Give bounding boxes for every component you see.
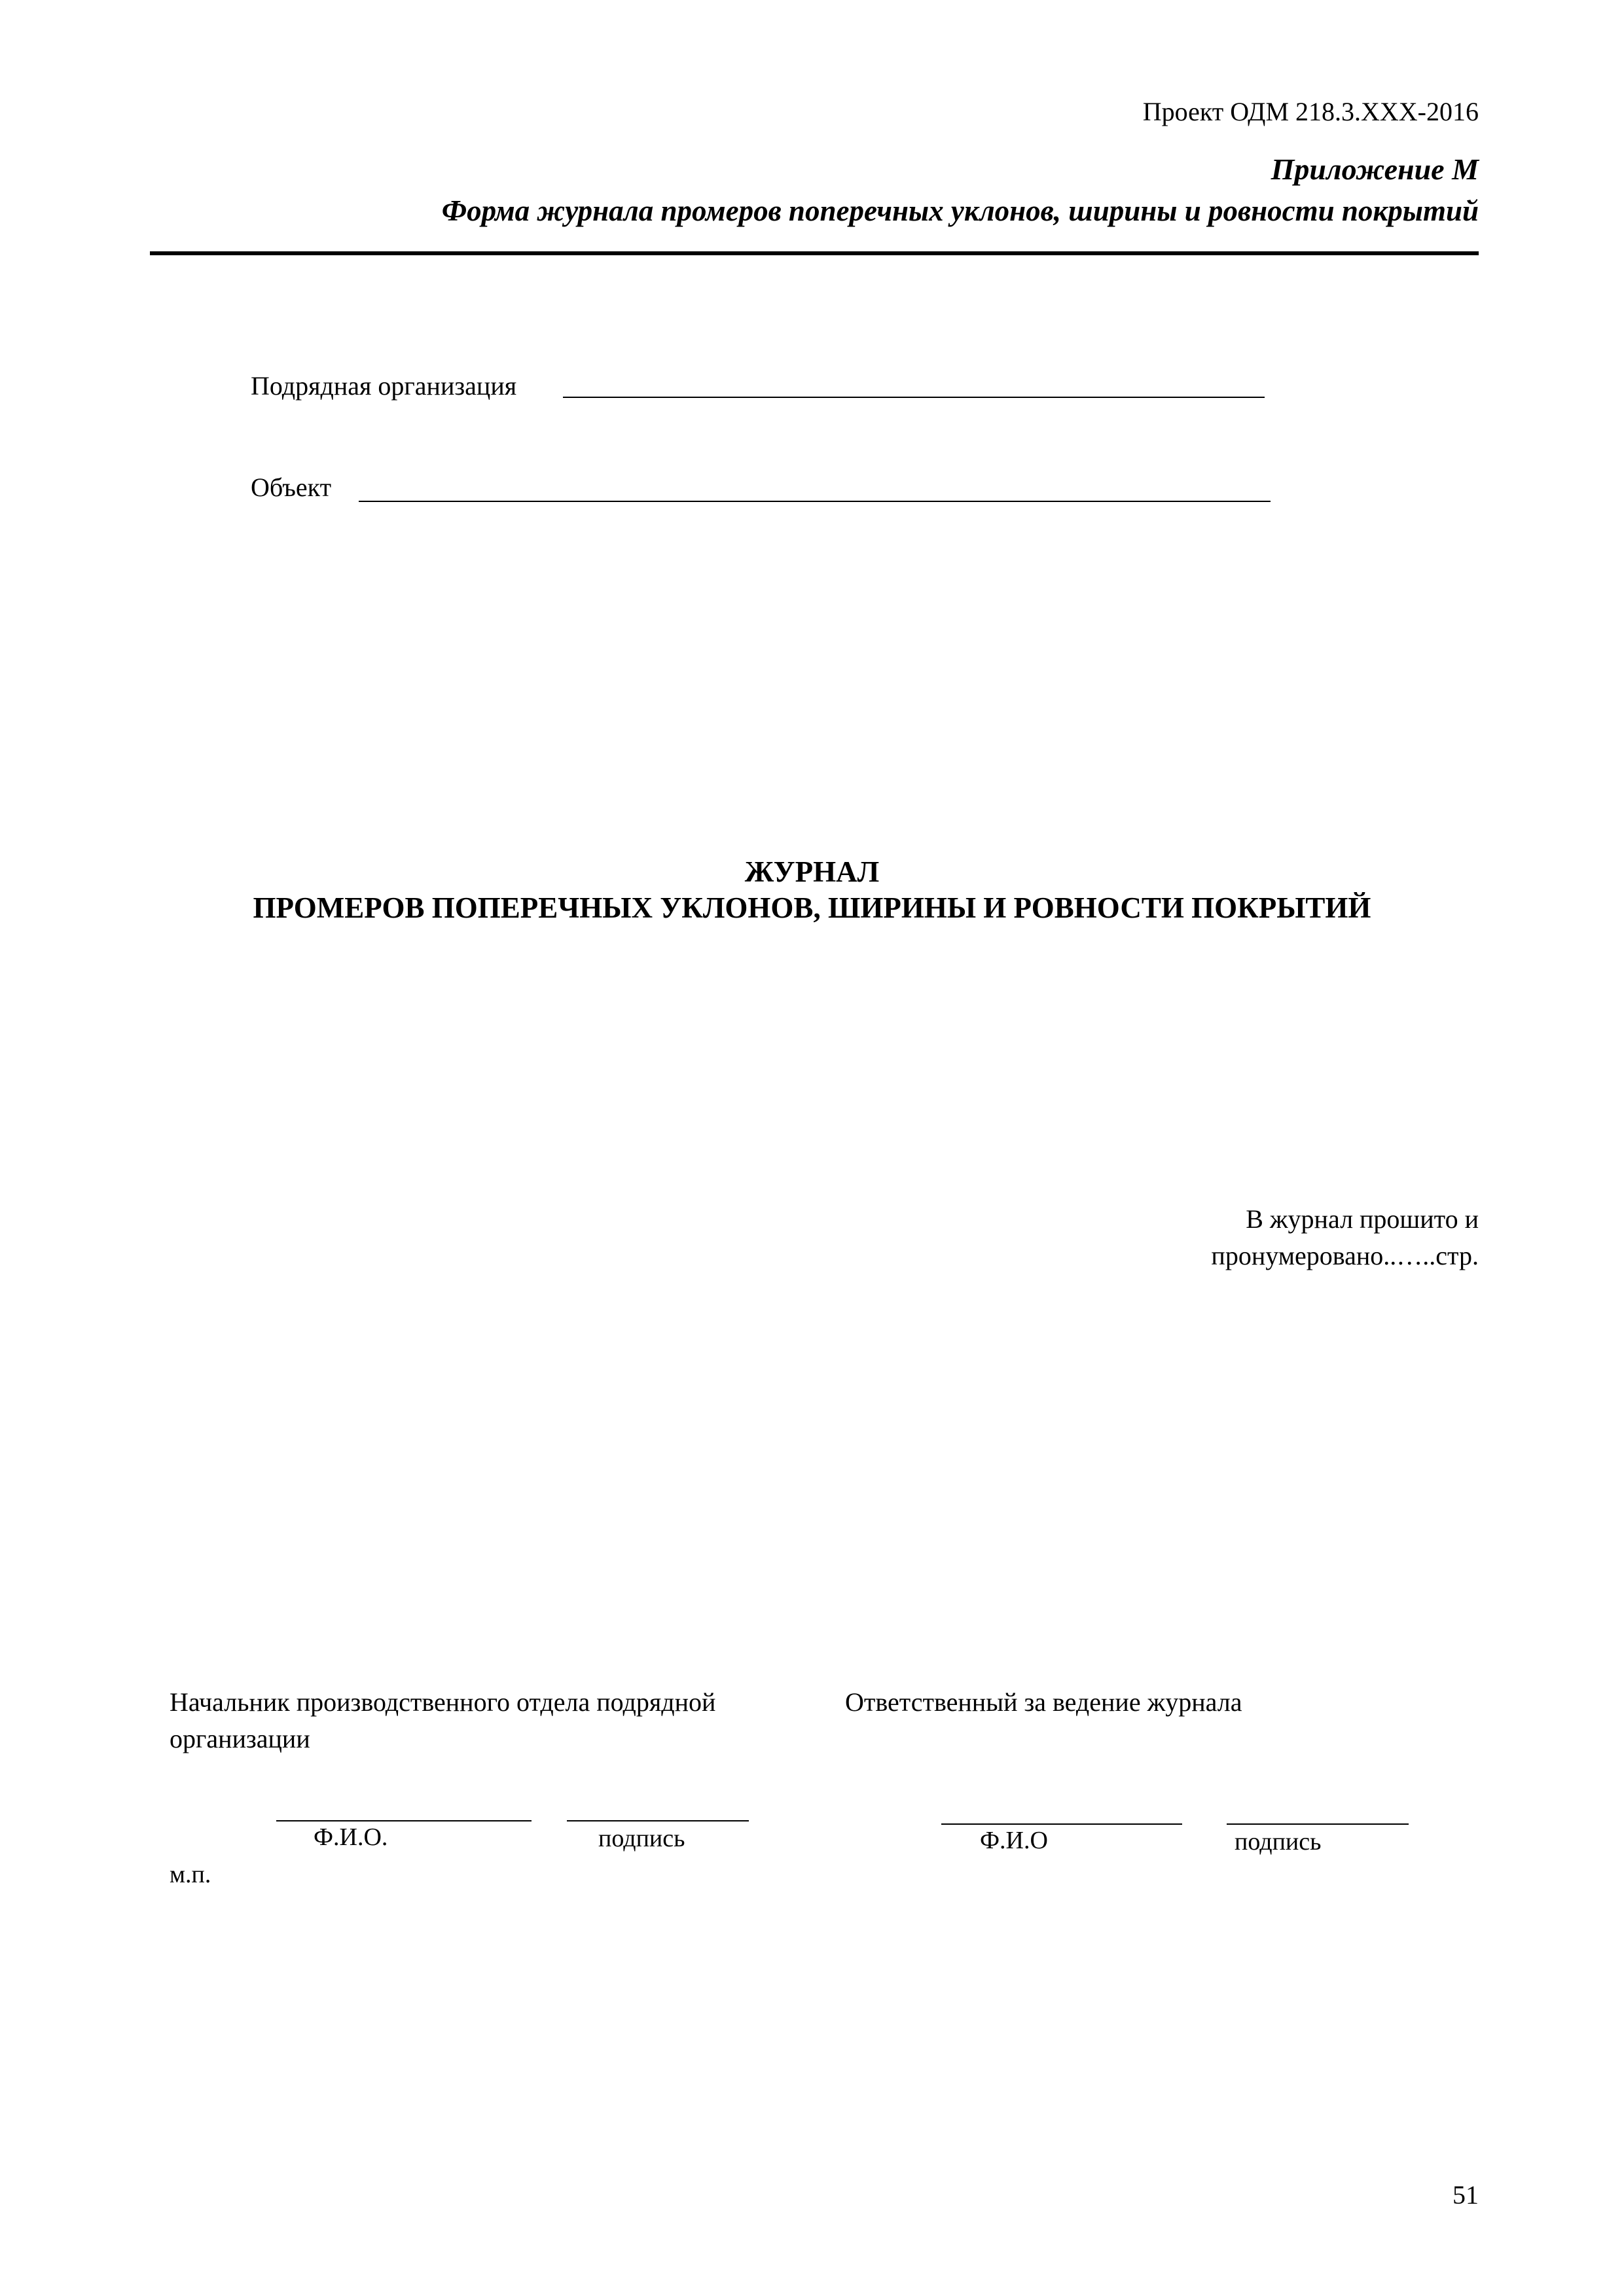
page-number: 51 [1453,2180,1479,2210]
left-role-line1: Начальник производственного отдела подрядной [170,1687,716,1717]
binding-note-line2: пронумеровано..…..стр. [1211,1241,1479,1270]
annex-subtitle: Форма журнала промеров поперечных уклонов, ширины и ровности покрытий [441,194,1479,227]
contractor-label: Подрядная организация [251,371,517,401]
object-field-line[interactable] [359,501,1271,502]
left-name-caption: Ф.И.О. [314,1823,388,1851]
binding-note-line1: В журнал прошито и [1246,1204,1479,1234]
right-signature-caption: подпись [1235,1828,1322,1856]
left-signature-caption: подпись [598,1825,685,1852]
left-signatory-role [170,1684,715,1757]
left-role-line2: организации [170,1724,310,1753]
project-code: Проект ОДМ 218.3.XXX-2016 [1142,97,1479,126]
right-name-caption: Ф.И.О [980,1827,1048,1854]
header-divider [150,251,1479,255]
right-signature-line[interactable] [1227,1823,1409,1825]
journal-title: ЖУРНАЛ [744,855,880,888]
journal-subtitle: ПРОМЕРОВ ПОПЕРЕЧНЫХ УКЛОНОВ, ШИРИНЫ И РОВНОСТИ ПОКРЫТИЙ [253,891,1371,924]
binding-note [1211,1201,1479,1274]
right-signatory-role: Ответственный за ведение журнала [845,1687,1242,1717]
left-name-line[interactable] [276,1820,532,1821]
object-label: Объект [251,473,332,502]
contractor-field-line[interactable] [563,397,1265,398]
seal-caption: м.п. [170,1861,211,1888]
left-signature-line[interactable] [567,1820,749,1821]
right-name-line[interactable] [941,1823,1182,1825]
annex-title: Приложение М [1271,152,1479,186]
